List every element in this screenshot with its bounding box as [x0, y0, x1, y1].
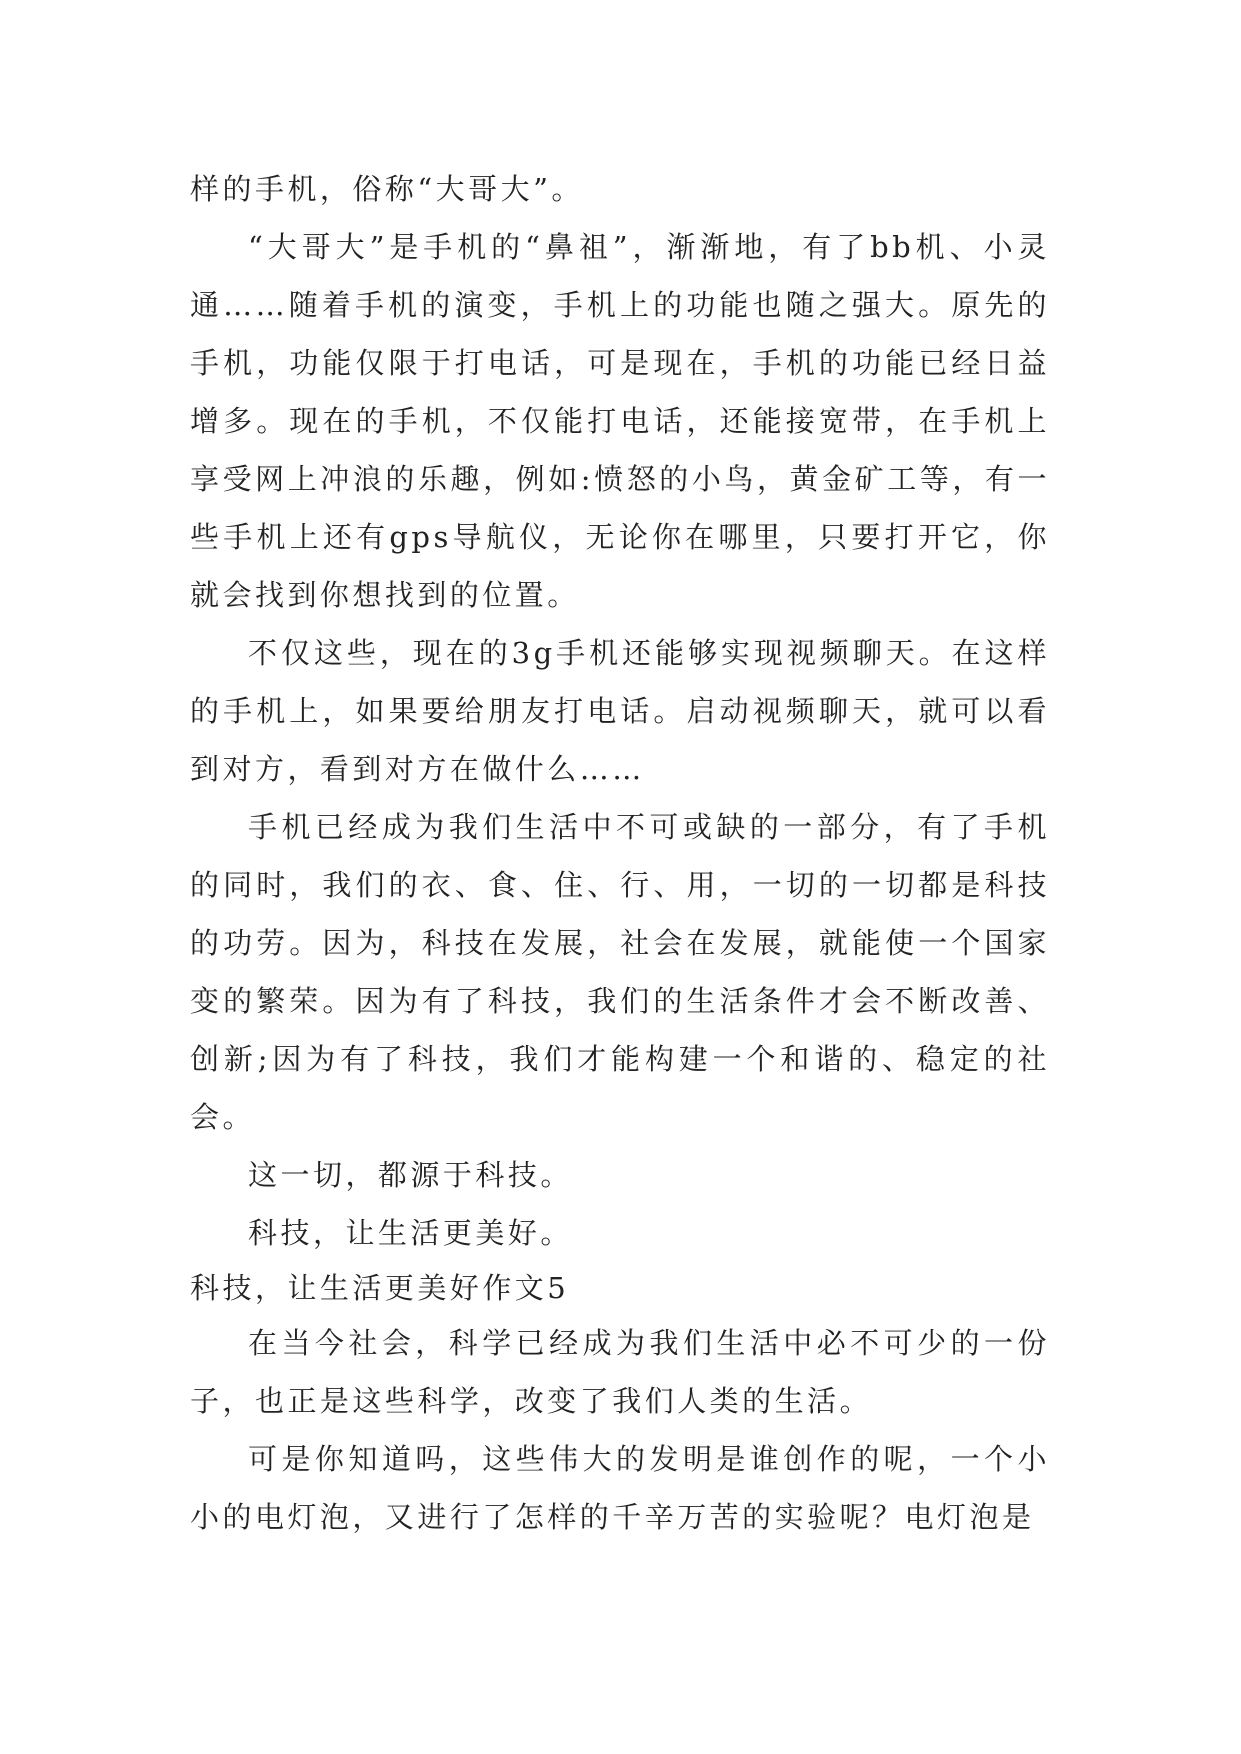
paragraph: 可是你知道吗，这些伟大的发明是谁创作的呢，一个小小的电灯泡，又进行了怎样的千辛万苦的实验呢？电灯泡是 — [190, 1442, 1050, 1534]
section-title: 科技，让生活更美好作文5 — [190, 1271, 570, 1305]
paragraph-continuation: 样的手机，俗称“大哥大”。 — [190, 172, 584, 206]
paragraph: 科技，让生活更美好。 — [248, 1216, 573, 1250]
paragraph: 在当今社会，科学已经成为我们生活中必不可少的一份子，也正是这些科学，改变了我们人类的生活。 — [190, 1326, 1050, 1418]
paragraph: 不仅这些，现在的3g手机还能够实现视频聊天。在这样的手机上，如果要给朋友打电话。启动视频聊天，就可以看到对方，看到对方在做什么…… — [190, 636, 1050, 786]
paragraph: 手机已经成为我们生活中不可或缺的一部分，有了手机的同时，我们的衣、食、住、行、用，一切的一切都是科技的功劳。因为，科技在发展，社会在发展，就能使一个国家变的繁荣。因为有了科技，我们的生活条件才会不断改善、创新;因为有了科技，我们才能构建一个和谐的、稳定的社会。 — [190, 810, 1050, 1134]
paragraph: 这一切，都源于科技。 — [248, 1158, 573, 1192]
document-body — [190, 160, 1050, 1546]
paragraph: “大哥大”是手机的“鼻祖”，渐渐地，有了bb机、小灵通……随着手机的演变，手机上的功能也随之强大。原先的手机，功能仅限于打电话，可是现在，手机的功能已经日益增多。现在的手机，不仅能打电话，还能接宽带，在手机上享受网上冲浪的乐趣，例如:愤怒的小鸟，黄金矿工等，有一些手机上还有gps导航仪，无论你在哪里，只要打开它，你就会找到你想找到的位置。 — [190, 230, 1050, 612]
